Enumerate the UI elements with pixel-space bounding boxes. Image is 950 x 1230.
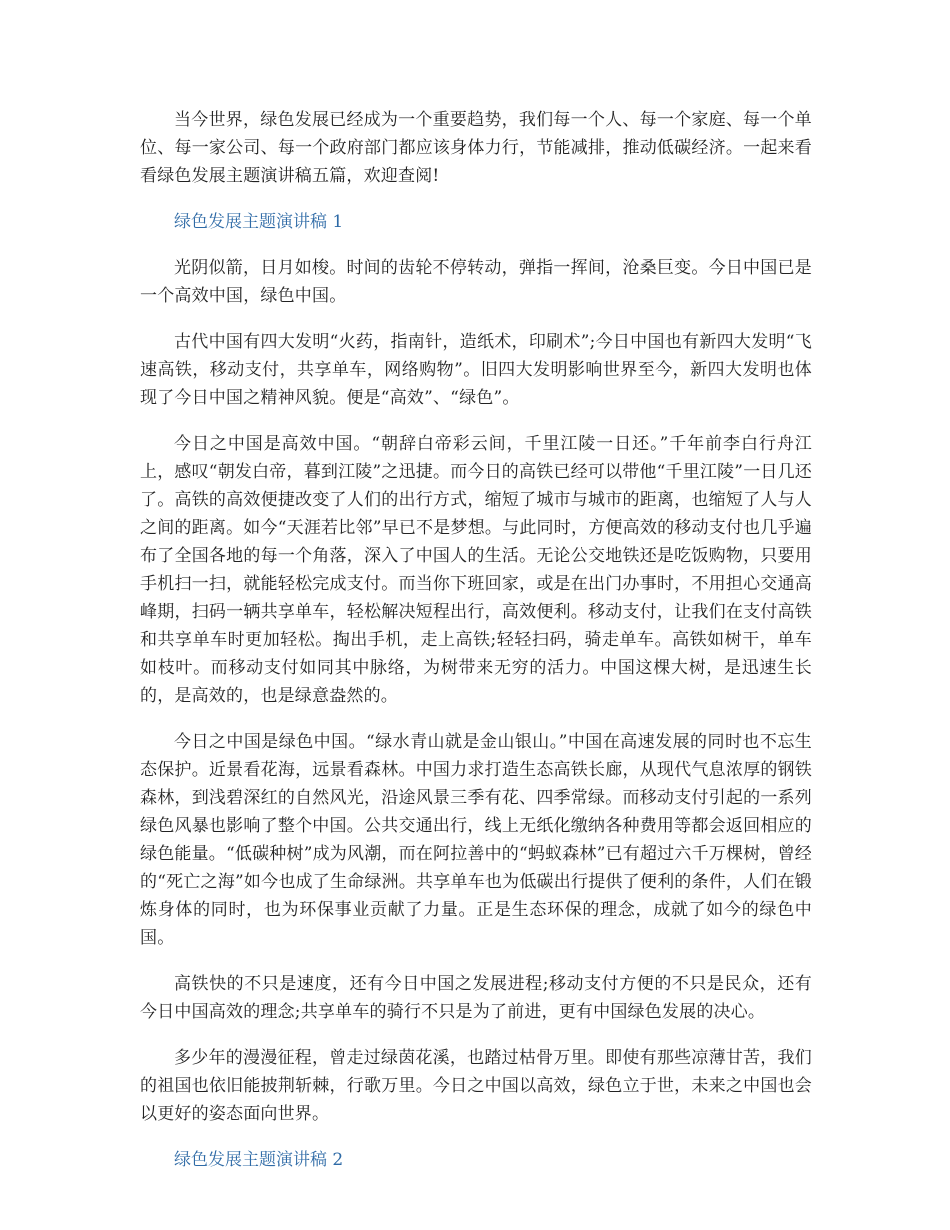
- body-paragraph-6: 多少年的漫漫征程，曾走过绿茵花溪，也踏过枯骨万里。即使有那些凉薄甘苦，我们的祖国也依旧能披荆斩棘，行歌万里。今日之中国以高效，绿色立于世，未来之中国也会以更好的姿态面向世界。: [140, 1048, 812, 1124]
- section-heading-2: 绿色发展主题演讲稿 2: [174, 1150, 344, 1170]
- body-paragraph-1: 光阴似箭，日月如梭。时间的齿轮不停转动，弹指一挥间，沧桑巨变。今日中国已是一个高效中国，绿色中国。: [140, 258, 812, 306]
- body-paragraph-3: 今日之中国是高效中国。“朝辞白帝彩云间，千里江陵一日还。”千年前李白行舟江上，感叹“朝发白帝，暮到江陵”之迅捷。而今日的高铁已经可以带他“千里江陵”一日几还了。高铁的高效便捷改变了人们的出行方式，缩短了城市与城市的距离，也缩短了人与人之间的距离。如今“天涯若比邻”早已不是梦想。与此同时，方便高效的移动支付也几乎遍布了全国各地的每一个角落，深入了中国人的生活。无论公交地铁还是吃饭购物，只要用手机扫一扫，就能轻松完成支付。而当你下班回家，或是在出门办事时，不用担心交通高峰期，扫码一辆共享单车，轻松解决短程出行，高效便利。移动支付，让我们在支付高铁和共享单车时更加轻松。掏出手机，走上高铁;轻轻扫码，骑走单车。高铁如树干，单车如枝叶。而移动支付如同其中脉络，为树带来无穷的活力。中国这棵大树，是迅速生长的，是高效的，也是绿意盎然的。: [140, 434, 812, 706]
- body-paragraph-5: 高铁快的不只是速度，还有今日中国之发展进程;移动支付方便的不只是民众，还有今日中国高效的理念;共享单车的骑行不只是为了前进，更有中国绿色发展的决心。: [140, 974, 812, 1022]
- intro-paragraph: 当今世界，绿色发展已经成为一个重要趋势，我们每一个人、每一个家庭、每一个单位、每一家公司、每一个政府部门都应该身体力行，节能减排，推动低碳经济。一起来看看绿色发展主题演讲稿五篇，欢迎查阅!: [140, 110, 812, 186]
- document-page: [140, 106, 812, 1192]
- section-heading-1: 绿色发展主题演讲稿 1: [174, 212, 344, 232]
- body-paragraph-2: 古代中国有四大发明“火药，指南针，造纸术，印刷术”;今日中国也有新四大发明“飞速高铁，移动支付，共享单车，网络购物”。旧四大发明影响世界至今，新四大发明也体现了今日中国之精神风貌。便是“高效”、“绿色”。: [140, 332, 812, 408]
- body-paragraph-4: 今日之中国是绿色中国。“绿水青山就是金山银山。”中国在高速发展的同时也不忘生态保护。近景看花海，远景看森林。中国力求打造生态高铁长廊，从现代气息浓厚的钢铁森林，到浅碧深红的自然风光，沿途风景三季有花、四季常绿。而移动支付引起的一系列绿色风暴也影响了整个中国。公共交通出行，线上无纸化缴纳各种费用等都会返回相应的绿色能量。“低碳种树”成为风潮，而在阿拉善中的“蚂蚁森林”已有超过六千万棵树，曾经的“死亡之海”如今也成了生命绿洲。共享单车也为低碳出行提供了便利的条件，人们在锻炼身体的同时，也为环保事业贡献了力量。正是生态环保的理念，成就了如今的绿色中国。: [140, 732, 812, 948]
